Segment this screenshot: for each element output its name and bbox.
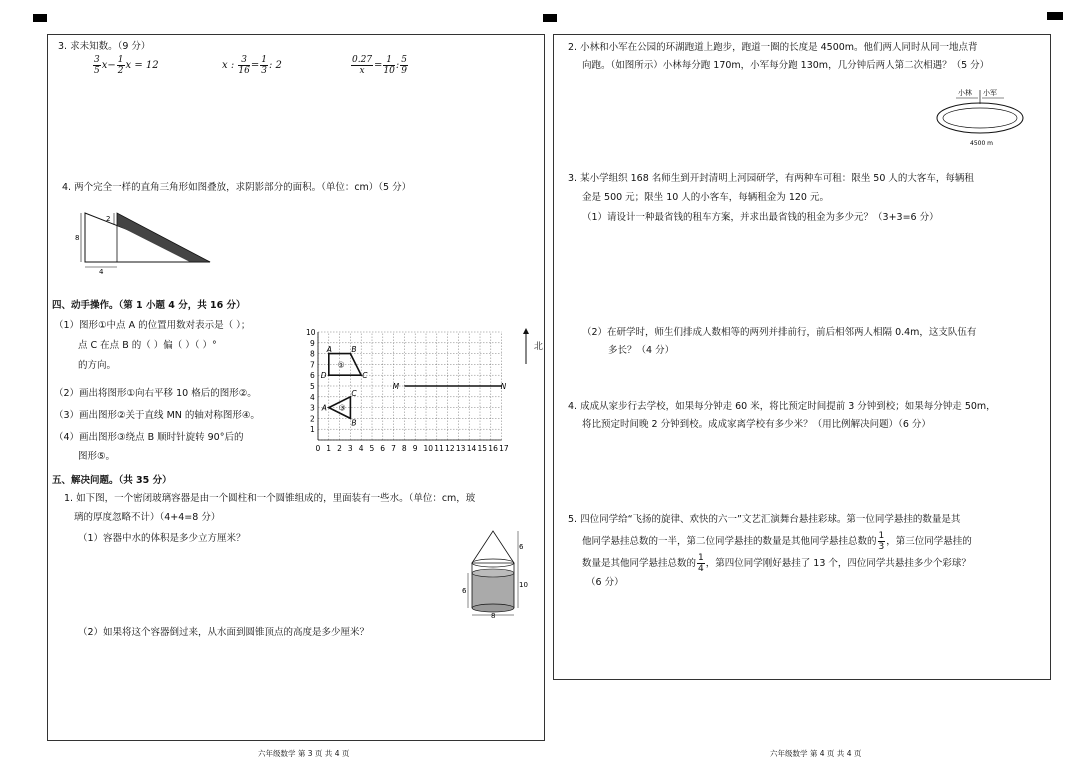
op4-line1: （4）画出图形③绕点 B 顺时针旋转 90°后的: [54, 432, 244, 443]
p4-line2: 将比预定时间晚 2 分钟到校。成成家离学校有多少米？（用比例解决问题）（6 分）: [582, 419, 931, 430]
x-tick-label: 6: [380, 444, 386, 453]
x-tick-label: 16: [488, 444, 498, 453]
x-tick-label: 3: [347, 444, 353, 453]
p1-line1: 1. 如下图，一个密闭玻璃容器是由一个圆柱和一个圆锥组成的，里面装有一些水。（单位：cm，玻: [64, 493, 476, 504]
eq2-frac-a-num: 3: [238, 55, 249, 66]
track-length-label: 4500 m: [970, 140, 994, 147]
x-tick-label: 8: [401, 444, 407, 453]
y-tick-label: 8: [310, 349, 315, 359]
y-tick-label: 9: [310, 338, 315, 348]
registration-mark-right: [1047, 12, 1063, 20]
x-tick-label: 9: [412, 444, 418, 453]
eq3-frac-b-num: 1: [383, 55, 394, 66]
p3-q1: （1）请设计一种最省钱的租车方案，并求出最省钱的租金为多少元？（3+3=6 分）: [582, 212, 939, 223]
eq2-equals: =: [250, 60, 260, 71]
eq3-frac-a-num: 0.27: [352, 55, 373, 65]
eq1-frac-b-den: 2: [117, 66, 124, 76]
p5-line3-a: 数量是其他同学悬挂总数的: [582, 558, 697, 569]
water-height-label: 6: [462, 587, 467, 595]
registration-mark-center: [543, 14, 557, 22]
cone-height-label: 6: [519, 543, 524, 551]
triangle-outline-2: [117, 213, 210, 262]
y-tick-label: 6: [310, 371, 315, 381]
north-label: 北: [534, 342, 544, 352]
tri-label-4: 4: [99, 268, 104, 276]
track-inner: [943, 108, 1017, 128]
op4-line2: 图形⑤。: [78, 451, 116, 462]
eq3-colon: :: [395, 60, 400, 71]
y-tick-label: 7: [310, 360, 315, 370]
eq1-frac-b-num: 1: [117, 55, 124, 65]
north-arrow: [521, 328, 531, 364]
p3-line2: 金是 500 元；限坐 10 人的小客车，每辆租金为 120 元。: [582, 192, 829, 203]
x-tick-label: 5: [369, 444, 375, 453]
p5-line2-a: 他同学悬挂总数的一半，第二位同学悬挂的数量是其他同学悬挂总数的: [582, 536, 877, 547]
registration-mark-left: [33, 14, 47, 22]
x-tick-label: 17: [499, 444, 509, 453]
eq2-x: x :: [222, 60, 235, 71]
shape-3-label: ③: [338, 403, 346, 413]
p3-q2-line1: （2）在研学时，师生们排成人数相等的两列并排前行，前后相邻两人相隔 0.4m，这支队伍有: [582, 327, 977, 338]
point-m-label: M: [392, 382, 400, 391]
eq1-minus: −: [107, 60, 116, 71]
right-page-footer: 六年级数学 第 4 页 共 4 页: [770, 749, 862, 758]
p3-line1: 3. 某小学组织 168 名师生到开封清明上河园研学，有两种车可租：限坐 50 人的大客车，每辆租: [568, 173, 974, 184]
eq2-frac-b-num: 1: [261, 55, 267, 65]
x-tick-label: 7: [391, 444, 396, 453]
eq1-frac-a-num: 3: [94, 55, 100, 65]
x-tick-label: 4: [358, 444, 364, 453]
eq1-frac-a-den: 5: [94, 66, 100, 76]
cone: [472, 531, 514, 563]
point-c-label: C: [362, 371, 368, 381]
track-label-xiaojun: 小军: [983, 89, 997, 97]
container-figure: [462, 527, 528, 620]
triangles-figure: [75, 205, 215, 275]
track-label-xiaolin: 小林: [958, 89, 972, 97]
x-tick-label: 0: [315, 444, 321, 453]
p4-line1: 4. 成成从家步行去学校，如果每分钟走 60 米，将比预定时间提前 3 分钟到校；如果每分钟走 50m，: [568, 401, 996, 412]
p2-line2: 向跑。（如图所示）小林每分跑 170m，小军每分跑 130m，几分钟后两人第二次相遇？（5 分）: [582, 60, 990, 71]
y-tick-label: 1: [310, 425, 315, 435]
op1-line2: 点 C 在点 B 的（ ）偏（ ）（ ）°: [78, 340, 217, 351]
p5-line1: 5. 四位同学给“飞扬的旋律、欢快的六一”文艺汇演舞台悬挂彩球。第一位同学悬挂的数量是其: [568, 514, 961, 525]
x-tick-label: 15: [477, 444, 488, 453]
eq3-frac-a-den: x: [359, 66, 365, 76]
y-tick-label: 10: [306, 328, 316, 337]
p3-q2-line2: 多长？（4 分）: [608, 345, 675, 356]
equation-3: [350, 55, 409, 76]
water: [472, 573, 514, 608]
x-tick-label: 2: [337, 444, 342, 453]
point-a2-label: A: [321, 403, 327, 413]
eq3-equals: =: [374, 60, 383, 71]
section-4-title: 四、动手操作。（第 1 小题 4 分，共 16 分）: [52, 300, 246, 311]
eq2-frac-a-den: 16: [238, 66, 250, 76]
left-page-footer: 六年级数学 第 3 页 共 4 页: [258, 749, 350, 758]
y-tick-label: 5: [310, 382, 315, 391]
track-figure: [934, 86, 1026, 148]
x-tick-label: 14: [466, 444, 477, 453]
x-tick-label: 13: [455, 444, 466, 453]
x-tick-label: 1: [326, 444, 332, 453]
x-tick-label: 10: [423, 444, 434, 453]
eq3-frac-c-num: 5: [401, 55, 407, 65]
equation-2: [222, 55, 282, 76]
tri-label-8: 8: [75, 234, 80, 242]
p5-line3-b: ，第四位同学刚好悬挂了 13 个，四位同学共悬挂多少个彩球？: [705, 558, 971, 569]
point-d-label: D: [320, 371, 327, 381]
x-tick-label: 11: [434, 444, 444, 453]
p5-frac2-den: 4: [698, 564, 704, 574]
point-n-label: N: [500, 382, 507, 391]
op2: （2）画出将图形①向右平移 10 格后的图形②。: [54, 388, 257, 399]
tri-label-2: 2: [106, 215, 111, 223]
eq3-frac-b-den: 10: [383, 66, 395, 76]
p5-line4: （6 分）: [586, 577, 624, 588]
op1-line3: 的方向。: [78, 360, 117, 371]
p5-line3: [582, 553, 971, 574]
p5-line2-b: ，第三位同学悬挂的: [886, 536, 972, 547]
p5-frac1-den: 3: [878, 542, 885, 552]
point-a-label: A: [326, 345, 332, 355]
p5-line2: [582, 531, 972, 552]
eq2-rest: : 2: [268, 60, 282, 71]
q4-title: 4. 两个完全一样的直角三角形如图叠放，求阴影部分的面积。（单位：cm）（5 分）: [62, 182, 412, 193]
q3-title: 3. 求未知数。（9 分）: [58, 41, 151, 52]
eq1-x: x: [101, 60, 108, 71]
p5-frac2-num: 1: [698, 553, 704, 563]
y-tick-label: 4: [310, 392, 315, 402]
equation-1: [92, 55, 159, 76]
point-b-label: B: [351, 345, 357, 355]
diameter-label: 8: [491, 612, 496, 620]
p5-frac1-num: 1: [878, 531, 885, 541]
p1-line2: 璃的厚度忽略不计）（4+4=8 分）: [74, 512, 221, 523]
op3: （3）画出图形②关于直线 MN 的轴对称图形④。: [54, 410, 260, 421]
cylinder-height-label: 10: [519, 581, 528, 589]
x-tick-label: 12: [445, 444, 455, 453]
op1-line1: （1）图形①中点 A 的位置用数对表示是（ ）；: [54, 320, 251, 331]
point-c2-label: C: [351, 388, 357, 398]
eq3-frac-c-den: 9: [401, 66, 407, 76]
coordinate-grid: [300, 322, 550, 462]
shape-1-label: ①: [337, 360, 345, 370]
point-b2-label: B: [351, 418, 357, 428]
y-tick-label: 3: [310, 403, 315, 413]
p1-q2: （2）如果将这个容器倒过来，从水面到圆锥顶点的高度是多少厘米？: [78, 627, 370, 638]
section-5-title: 五、解决问题。（共 35 分）: [52, 475, 172, 486]
y-tick-label: 2: [310, 414, 315, 424]
eq2-frac-b-den: 3: [261, 66, 267, 76]
eq1-rest: x = 12: [125, 60, 159, 71]
p2-line1: 2. 小林和小军在公园的环湖跑道上跑步，跑道一圈的长度是 4500m。他们两人同时从同一地点背: [568, 42, 978, 53]
track-outer: [937, 103, 1023, 133]
p1-q1: （1）容器中水的体积是多少立方厘米？: [78, 533, 246, 544]
